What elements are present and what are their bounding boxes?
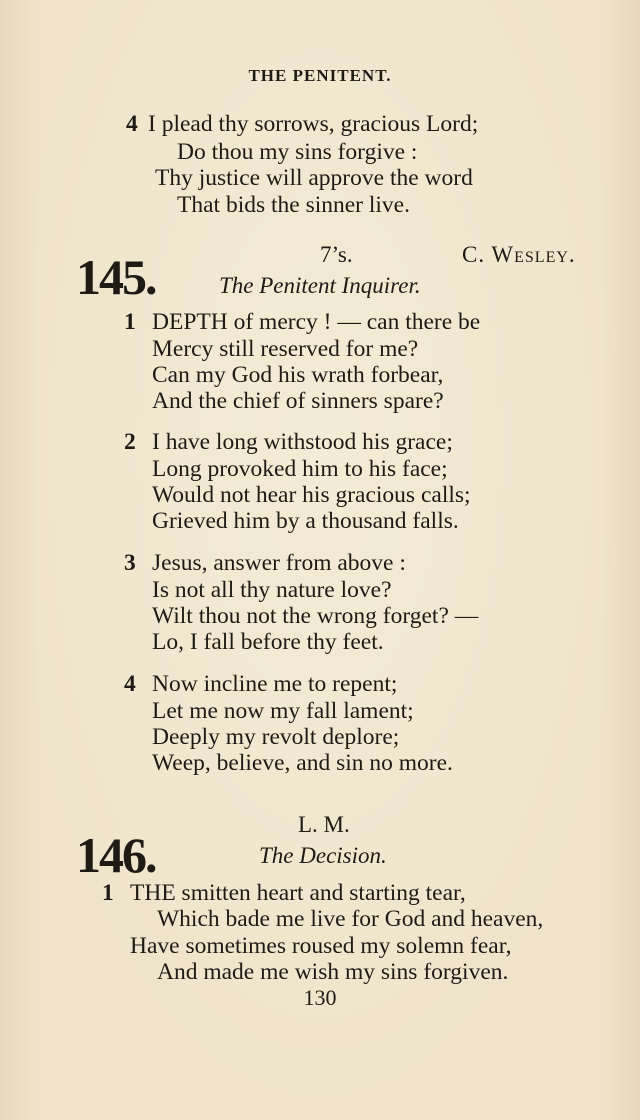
verse-number: 4 <box>126 111 138 137</box>
hymn-meter: 7’s. <box>320 242 353 267</box>
hymn-title: The Decision. <box>259 843 387 868</box>
verse-line: Let me now my fall lament; <box>152 698 414 724</box>
hymn-number: 146. <box>76 827 156 883</box>
verse-line: Thy justice will approve the word <box>155 165 473 191</box>
verse-line: Deeply my revolt deplore; <box>152 724 400 750</box>
verse-line: Would not hear his gracious calls; <box>152 482 471 508</box>
verse-line: 4 I plead thy sorrows, gracious Lord; <box>126 111 479 137</box>
verse-line: Which bade me live for God and heaven, <box>157 906 544 932</box>
running-head: THE PENITENT. <box>248 66 392 85</box>
verse-line: 1 THE smitten heart and starting tear, <box>102 880 466 906</box>
verse-line: Long provoked him to his face; <box>152 456 448 482</box>
verse-line: And made me wish my sins forgiven. <box>157 959 509 985</box>
page-number: 130 <box>303 985 337 1010</box>
verse-line: Mercy still reserved for me? <box>152 336 419 362</box>
verse-number: 1 <box>102 880 114 906</box>
hymn-number: 145. <box>76 249 156 305</box>
hymn-title: The Penitent Inquirer. <box>219 273 421 298</box>
verse-line: 4 Now incline me to repent; <box>124 671 398 697</box>
hymn-author: C. Wesley. <box>462 242 576 267</box>
verse-number: 4 <box>124 671 136 697</box>
verse-line: 3 Jesus, answer from above : <box>124 550 406 576</box>
verse-number: 1 <box>124 309 136 335</box>
verse-line: That bids the sinner live. <box>177 192 410 218</box>
hymn-meter: L. M. <box>298 812 350 837</box>
verse-line: Is not all thy nature love? <box>152 577 392 603</box>
verse-line: Weep, believe, and sin no more. <box>152 750 453 776</box>
verse-line: Wilt thou not the wrong forget? — <box>152 603 479 629</box>
verse-line: Lo, I fall before thy feet. <box>152 629 384 655</box>
verse-line: Do thou my sins forgive : <box>177 139 418 165</box>
verse-line: Grieved him by a thousand falls. <box>152 508 459 534</box>
verse-line: Have sometimes roused my solemn fear, <box>130 933 512 959</box>
verse-line: 1 DEPTH of mercy ! — can there be <box>124 309 481 335</box>
verse-number: 3 <box>124 550 136 576</box>
verse-line: Can my God his wrath forbear, <box>152 362 444 388</box>
verse-line: 2 I have long withstood his grace; <box>124 429 453 455</box>
verse-line: And the chief of sinners spare? <box>152 388 444 414</box>
verse-number: 2 <box>124 429 136 455</box>
